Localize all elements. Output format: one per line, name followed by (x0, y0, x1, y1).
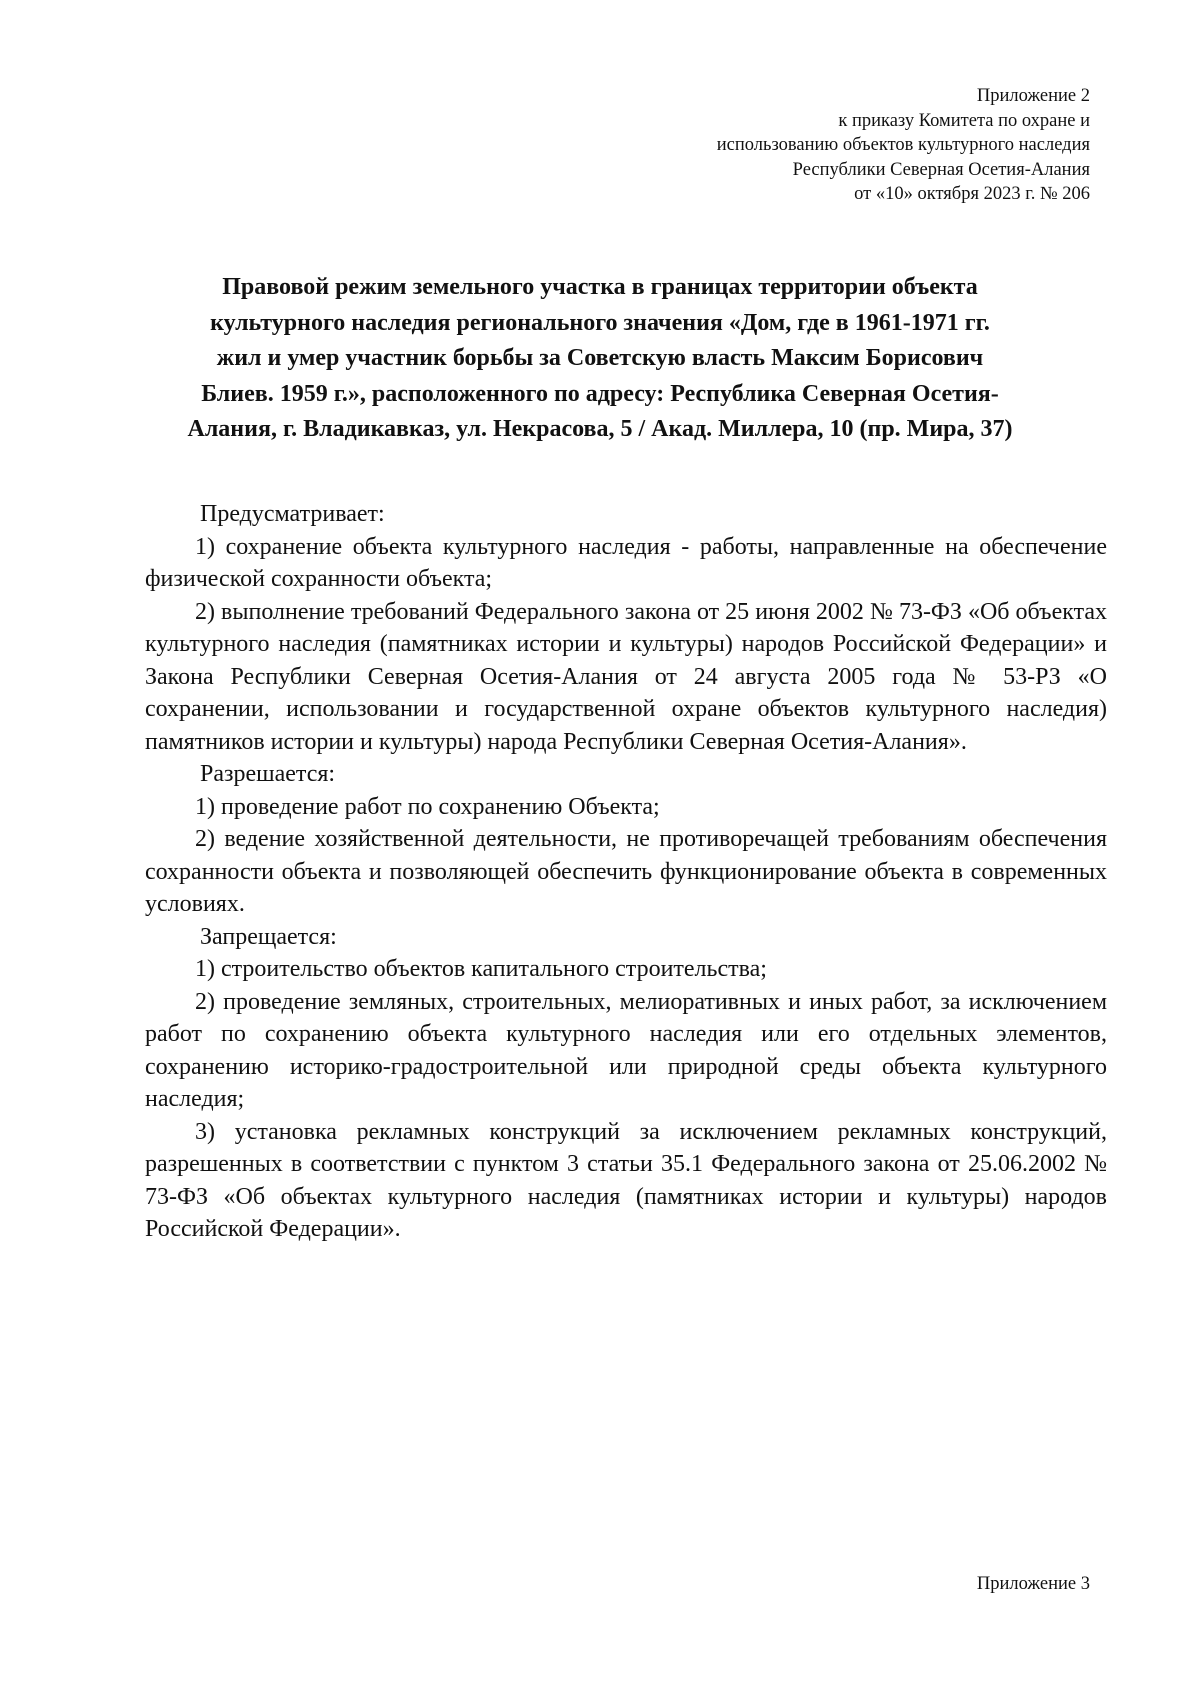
annex-number: Приложение 2 (976, 86, 1090, 106)
document-body (145, 498, 1107, 1246)
title-line: Правовой режим земельного участка в границах территории объекта (222, 274, 978, 300)
title-line: Алания, г. Владикавказ, ул. Некрасова, 5 / Акад. Миллера, 10 (пр. Мира, 37) (187, 416, 1013, 443)
provides-item-1: 1) сохранение объекта культурного наследия - работы, направленные на обеспечение физической сохранности объекта; (145, 533, 1107, 592)
provides-heading: Предусматривает: (200, 501, 385, 527)
title-line: культурного наследия регионального значения «Дом, где в 1961-1971 гг. (210, 309, 990, 336)
allowed-item-2: 2) ведение хозяйственной деятельности, не противоречащей требованиям обеспечения сохранности объекта и позволяющей обеспечить функционирование объекта в современных условиях. (145, 826, 1107, 917)
next-annex-label: Приложение 3 (976, 1574, 1090, 1594)
annex-header (570, 84, 1090, 207)
prohibited-item-2: 2) проведение земляных, строительных, мелиоративных и иных работ, за исключением работ по сохранению объекта культурного наследия или его отдельных элементов, сохранению историко-градостроительной или природной среды объекта культурного наследия; (145, 988, 1107, 1112)
annex-republic-line: Республики Северная Осетия-Алания (792, 159, 1090, 180)
annex-order-line: к приказу Комитета по охране и (838, 110, 1090, 131)
prohibited-item-1: 1) строительство объектов капитального строительства; (195, 956, 767, 982)
annex-date-line: от «10» октября 2023 г. № 206 (854, 184, 1090, 204)
prohibited-heading: Запрещается: (200, 923, 337, 950)
allowed-item-1: 1) проведение работ по сохранению Объекта; (195, 793, 660, 820)
document-title (128, 270, 1072, 448)
allowed-heading: Разрешается: (200, 761, 336, 787)
prohibited-item-3: 3) установка рекламных конструкций за исключением рекламных конструкций, разрешенных в соответствии с пунктом 3 статьи 35.1 Федерального закона от 25.06.2002 № 73-ФЗ «Об объектах культурного наследия (памятниках истории и культуры) народов Российской Федерации». (145, 1118, 1107, 1242)
provides-item-2: 2) выполнение требований Федерального закона от 25 июня 2002 № 73-ФЗ «Об объектах культурного наследия (памятниках истории и культуры) народов Российской Федерации» и Закона Республики Северная Осетия-Алания от 24 августа 2005 года № 53-РЗ «О сохранении, использовании и государственной охране объектов культурного наследия) памятников истории и культуры) народа Республики Северная Осетия-Алания». (145, 598, 1107, 755)
title-line: жил и умер участник борьбы за Советскую власть Максим Борисович (216, 345, 984, 372)
title-line: Блиев. 1959 г.», расположенного по адресу: Республика Северная Осетия- (201, 380, 999, 407)
annex-committee-line: использованию объектов культурного наследия (716, 135, 1090, 155)
